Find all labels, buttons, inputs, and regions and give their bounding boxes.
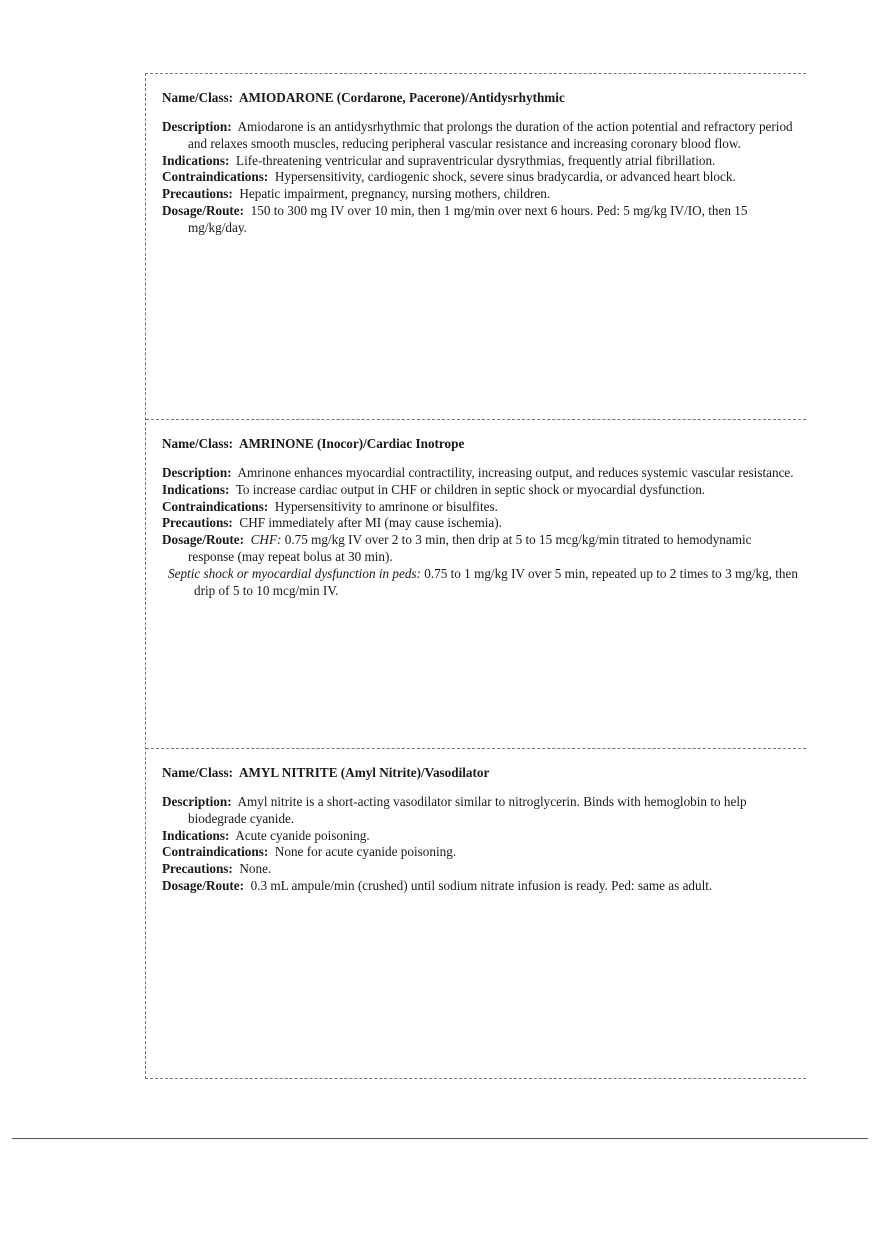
- name-class-label: Name/Class:: [162, 765, 234, 780]
- precautions-field: [162, 861, 806, 878]
- dosage-field: [162, 532, 806, 566]
- name-class-value: AMYL NITRITE (Amyl Nitrite)/Vasodilator: [238, 765, 490, 780]
- name-class-label: Name/Class:: [162, 436, 234, 451]
- indications-text: Life-threatening ventricular and supraventricular dysrythmias, frequently atrial fibrillation.: [236, 152, 716, 168]
- precautions-field: [162, 186, 806, 203]
- indications-label: Indications:: [162, 827, 230, 843]
- description-label: Description:: [162, 465, 232, 480]
- dosage-chf-label: CHF:: [250, 532, 282, 548]
- precautions-text: Hepatic impairment, pregnancy, nursing mothers, children.: [239, 186, 551, 202]
- dosage-peds-text: 0.75 to 1 mg/kg IV over 5 min, repeated up to 2 times to 3 mg/kg, then drip of 5 to 10 mcg/min IV.: [194, 565, 798, 598]
- drug-card-amyl-nitrite: [146, 748, 806, 1078]
- dosage-label: Dosage/Route:: [162, 532, 245, 548]
- dosage-text: 0.3 mL ampule/min (crushed) until sodium nitrate infusion is ready. Ped: same as adult.: [250, 877, 713, 893]
- description-label: Description:: [162, 794, 232, 809]
- indications-text: To increase cardiac output in CHF or children in septic shock or myocardial dysfunction.: [235, 481, 706, 497]
- contraindications-text: Hypersensitivity to amrinone or bisulfites.: [274, 498, 498, 514]
- contraindications-text: Hypersensitivity, cardiogenic shock, severe sinus bradycardia, or advanced heart block.: [274, 169, 736, 185]
- name-class-value: AMIODARONE (Cordarone, Pacerone)/Antidysrhythmic: [238, 90, 565, 105]
- name-class-line: [162, 89, 806, 106]
- dosage-label: Dosage/Route:: [162, 877, 245, 893]
- description-field: [162, 465, 806, 482]
- name-class-line: [162, 435, 806, 452]
- indications-label: Indications:: [162, 481, 230, 497]
- dosage-field: [162, 878, 806, 895]
- dosage-label: Dosage/Route:: [162, 202, 245, 218]
- description-text: Amyl nitrite is a short-acting vasodilator similar to nitroglycerin. Binds with hemoglobin to help biodegrade cyanide.: [188, 794, 747, 826]
- name-class-line: [162, 764, 806, 781]
- indications-field: [162, 482, 806, 499]
- indications-field: [162, 153, 806, 170]
- dosage-peds-label: Septic shock or myocardial dysfunction in peds:: [168, 565, 421, 581]
- footer-rule: [12, 1138, 868, 1139]
- drug-card-amrinone: [146, 419, 806, 748]
- contraindications-field: [162, 169, 806, 186]
- precautions-text: None.: [239, 861, 272, 877]
- precautions-label: Precautions:: [162, 861, 233, 877]
- indications-text: Acute cyanide poisoning.: [235, 827, 370, 843]
- indications-field: [162, 828, 806, 845]
- description-label: Description:: [162, 119, 232, 134]
- description-field: [162, 119, 806, 153]
- drug-card-sheet: [145, 73, 806, 1079]
- contraindications-label: Contraindications:: [162, 498, 269, 514]
- dosage-field: [162, 203, 806, 237]
- precautions-label: Precautions:: [162, 515, 233, 531]
- drug-card-amiodarone: [146, 74, 806, 419]
- precautions-text: CHF immediately after MI (may cause ischemia).: [239, 515, 502, 531]
- contraindications-text: None for acute cyanide poisoning.: [274, 844, 457, 860]
- dosage-chf-text: 0.75 mg/kg IV over 2 to 3 min, then drip at 5 to 15 mcg/kg/min titrated to hemodynamic response (may repeat bolus at 30 min).: [188, 532, 752, 564]
- indications-label: Indications:: [162, 152, 230, 168]
- description-text: Amrinone enhances myocardial contractility, increasing output, and reduces systemic vascular resistance.: [237, 465, 794, 480]
- name-class-value: AMRINONE (Inocor)/Cardiac Inotrope: [238, 436, 465, 451]
- contraindications-field: [162, 844, 806, 861]
- description-field: [162, 794, 806, 828]
- precautions-label: Precautions:: [162, 186, 233, 202]
- contraindications-label: Contraindications:: [162, 844, 269, 860]
- description-text: Amiodarone is an antidysrhythmic that prolongs the duration of the action potential and refractory period and relaxes smooth muscles, reducing peripheral vascular resistance and increasing coronary blood flow.: [188, 119, 793, 151]
- dosage-text: 150 to 300 mg IV over 10 min, then 1 mg/min over next 6 hours. Ped: 5 mg/kg IV/IO, then 15 mg/kg/day.: [188, 202, 748, 235]
- precautions-field: [162, 515, 806, 532]
- name-class-label: Name/Class:: [162, 90, 234, 105]
- contraindications-label: Contraindications:: [162, 169, 269, 185]
- contraindications-field: [162, 499, 806, 516]
- dosage-peds-field: [162, 566, 806, 600]
